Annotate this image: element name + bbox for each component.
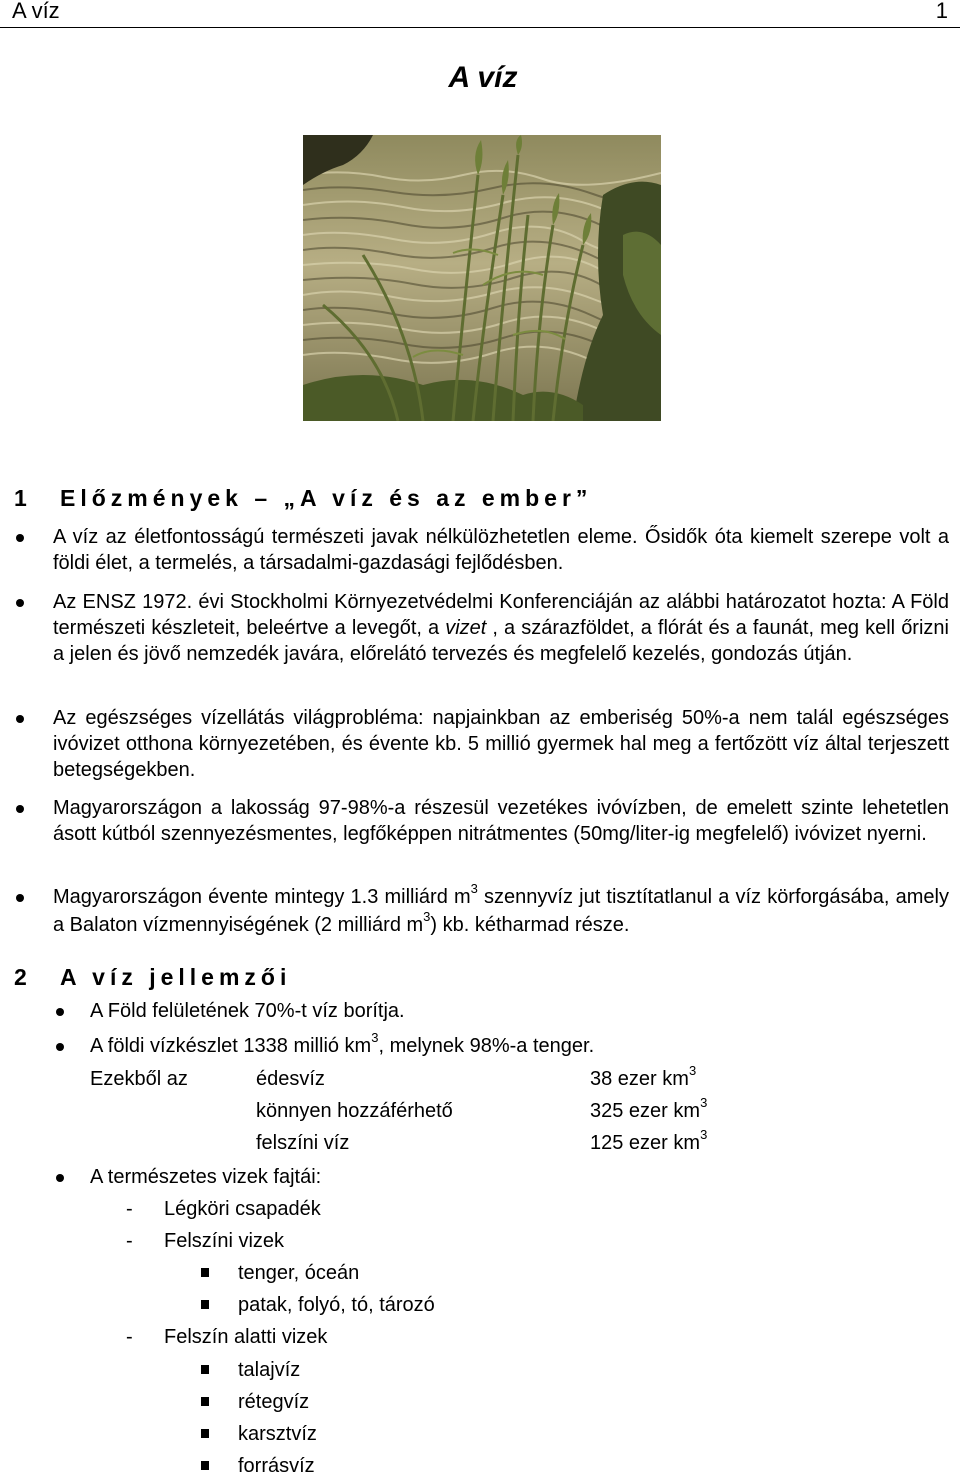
list-item [238,1260,359,1286]
table-cell-value: 125 ezer $km^3$ [590,1127,708,1154]
list-item [90,1030,595,1061]
dash-marker: - [126,1230,133,1252]
list-item-text: Felszín alatti vizek [164,1326,328,1348]
table-cell-value: 38 ezer $km^3$ [590,1063,697,1090]
table-label: Ezekből az [90,1068,188,1090]
list-item-text: szennyvíz jut tisztítatlanul a víz körforgásába, amely a Balaton vízmennyiségének (2 milliárd m [53,886,949,936]
section-title: A víz jellemzői [60,964,292,990]
list-item [126,1324,328,1350]
superscript: 3 [700,1095,708,1110]
list-item [238,1357,300,1383]
section-title: Előzmények – „A víz és az ember” [60,485,593,511]
square-bullet-icon [201,1397,209,1406]
section-number: 1 [14,485,27,511]
bullet-icon [56,1008,64,1016]
dash-marker: - [126,1198,133,1220]
square-bullet-icon [201,1365,209,1374]
list-item-text: forrásvíz [238,1455,315,1477]
list-item-text: A földi vízkészlet 1338 millió km [90,1035,372,1057]
list-item-text: Felszíni vizek [164,1230,285,1252]
list-item [238,1453,315,1479]
page-number: 1 [935,0,948,23]
list-item [53,881,949,940]
page-header [0,0,960,28]
square-bullet-icon [201,1300,209,1309]
reed-water-photo [303,135,661,421]
list-item-text: Magyarországon a lakosság 97-98%-a részesül vezetékes ivóvízben, de emelett szinte lehetetlen ásott kútból szennyezésmentes, legfőképpen nitrátmentes (50mg/liter-ig megfelelő) ivóvizet nyerni. [53,797,949,845]
list-item-text: , melynek 98%-a tenger. [378,1035,595,1057]
list-item-text: ) kb. kétharmad része. [430,914,630,936]
table-cell-name: felszíni víz [256,1132,350,1154]
square-bullet-icon [201,1268,209,1277]
bullet-icon [16,599,24,607]
bullet-icon [16,715,24,723]
list-item [126,1196,321,1222]
superscript: 3 [423,909,431,924]
document-title: A víz [448,61,518,94]
list-item-text: Magyarországon évente mintegy 1.3 milliárd m [53,886,471,908]
table-cell-name: könnyen hozzáférhető [256,1100,453,1122]
section-1-heading [14,484,914,514]
list-item-text: karsztvíz [238,1423,317,1445]
list-item [238,1389,309,1415]
superscript: 3 [371,1030,379,1045]
superscript: 3 [470,881,478,896]
list-item-text: Az ENSZ 1972. évi Stockholmi Környezetvédelmi Konferenciáján az alábbi határozatot hozta: A Föld természeti készleteit, beleértve a levegőt, a [53,591,949,639]
list-item-text: A Föld felületének 70%-t víz borítja. [90,1000,405,1022]
list-item-text: patak, folyó, tó, tározó [238,1294,435,1316]
square-bullet-icon [201,1429,209,1438]
dash-marker: - [126,1326,133,1348]
header-title: A víz [12,0,60,23]
square-bullet-icon [201,1461,209,1470]
list-item [126,1228,285,1254]
superscript: 3 [700,1127,708,1142]
section-number: 2 [14,964,27,990]
bullet-icon [56,1174,64,1182]
table-cell-value: 325 ezer $km^3$ [590,1095,708,1122]
list-item-text: tenger, óceán [238,1262,360,1284]
list-item [238,1292,435,1318]
bullet-icon [16,534,24,542]
list-item-text: talajvíz [238,1359,301,1381]
bullet-icon [56,1043,64,1051]
table-cell-name: édesvíz [256,1068,325,1090]
list-item [90,998,405,1024]
list-item-text: rétegvíz [238,1391,310,1413]
list-item-text: , a szárazföldet, a flórát és a faunát, meg kell őrizni a jelen és jövő nemzedék javára, előrelátó tervezés és megfelelő kezelés, gondozás útján. [53,617,949,665]
bullet-icon [16,894,24,902]
list-item [53,705,949,783]
superscript: 3 [688,1063,697,1078]
list-item-text: A víz az életfontosságú természeti javak nélkülözhetetlen eleme. Ősidők óta kiemelt szerepe volt a földi élet, a termelés, a társadalmi-gazdasági fejlődésben. [53,526,949,574]
emphasis-text: vizet [445,617,487,639]
section-2-heading [14,963,914,993]
bullet-icon [16,805,24,813]
list-item-text: Légköri csapadék [164,1198,321,1220]
list-item [53,524,949,576]
list-item [238,1421,317,1447]
list-item [90,1164,321,1190]
list-item-text: A természetes vizek fajtái: [90,1166,322,1188]
list-item-text: Az egészséges vízellátás világprobléma: napjainkban az emberiség 50%-a nem talál egészséges ivóvizet otthona környezetében, és évente kb. 5 millió gyermek hal meg a fertőzött víz által terjeszett betegségekben. [53,707,949,781]
list-item [53,589,949,667]
list-item [53,795,949,847]
